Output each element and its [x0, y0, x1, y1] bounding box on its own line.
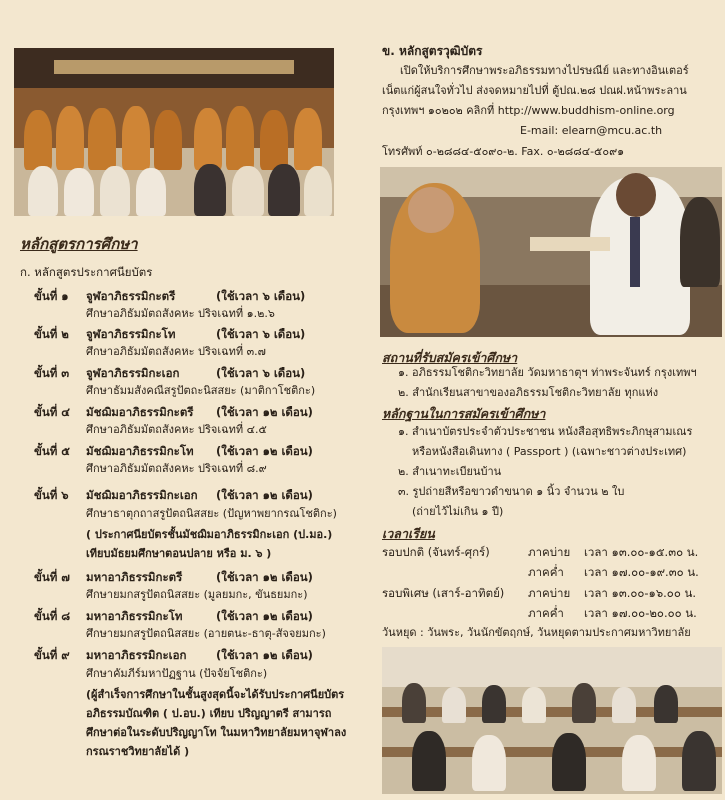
stage-9-note-line-2: อภิธรรมบัณฑิต ( ป.อบ.) เทียบ ปริญญาตรี สามารถ	[86, 707, 332, 720]
stage-7: ขั้นที่ ๗ มหาอาภิธรรมิกะตรี (ใช้เวลา ๑๒ เดือน)	[34, 570, 313, 584]
stage-9-subject: ศึกษาคัมภีร์มหาปัฏฐาน (ปัจจัยโชติกะ)	[86, 667, 268, 680]
curriculum-title: หลักสูตรการศึกษา	[20, 235, 138, 253]
schedule-row-1-period: ภาคบ่าย	[528, 545, 571, 559]
schedule-row-1-time: เวลา ๑๓.๐๐-๑๕.๓๐ น.	[584, 545, 699, 559]
stage-1: ขั้นที่ ๑ จูฬอาภิธรรมิกะตรี (ใช้เวลา ๖ เดือน)	[34, 289, 306, 303]
classroom-photo	[382, 647, 722, 794]
stage-9: ขั้นที่ ๙ มหาอาภิธรรมิกะเอก (ใช้เวลา ๑๒ เดือน)	[34, 648, 313, 662]
schedule-row-3-round: รอบพิเศษ (เสาร์-อาทิตย์)	[382, 586, 505, 600]
diploma-line-3: กรุงเทพฯ ๑๐๒๐๒ คลิกที่ http://www.buddhism-online.org	[382, 104, 675, 117]
stage-3: ขั้นที่ ๓ จูฬอาภิธรรมิกะเอก (ใช้เวลา ๖ เดือน)	[34, 366, 306, 380]
stage-8: ขั้นที่ ๘ มหาอาภิธรรมิกะโท (ใช้เวลา ๑๒ เดือน)	[34, 609, 313, 623]
stage-2-subject: ศึกษาอภิธัมมัตถสังคหะ ปริจเฉทที่ ๓.๗	[86, 345, 266, 358]
document-2: ๒. สำเนาทะเบียนบ้าน	[398, 465, 502, 478]
schedule-row-3-time: เวลา ๑๓.๐๐-๑๖.๐๐ น.	[584, 586, 697, 600]
schedule-row-2-period: ภาคค่ำ	[528, 565, 564, 579]
stage-2: ขั้นที่ ๒ จูฬอาภิธรรมิกะโท (ใช้เวลา ๖ เดือน)	[34, 327, 306, 341]
study-time-title: เวลาเรียน	[382, 526, 435, 541]
stage-3-subject: ศึกษาธัมมสังคณีสรูปัตถะนิสสยะ (มาติกาโชติกะ)	[86, 384, 316, 397]
certificate-subtitle: ก. หลักสูตรประกาศนียบัตร	[20, 265, 153, 279]
diploma-phone: โทรศัพท์ ๐-๒๘๘๔-๕๐๙๐-๒. Fax. ๐-๒๘๘๔-๕๐๙๑	[382, 145, 625, 158]
ceremony-photo	[380, 167, 722, 337]
stage-5-subject: ศึกษาอภิธัมมัตถสังคหะ ปริจเฉทที่ ๘.๙	[86, 462, 267, 475]
stage-7-subject: ศึกษายมกสรูปัตถนิสสยะ (มูลยมกะ, ขันธยมกะ)	[86, 588, 308, 601]
schedule-row-1-round: รอบปกติ (จันทร์-ศุกร์)	[382, 545, 490, 559]
stage-6-note-line-1: ( ประกาศนียบัตรชั้นมัชฌิมอาภิธรรมิกะเอก (ป.มอ.)	[86, 528, 333, 541]
schedule-row-2-time: เวลา ๑๗.๐๐-๑๙.๓๐ น.	[584, 565, 699, 579]
stage-9-note-line-3: ศึกษาต่อในระดับปริญญาโท ในมหาวิทยาลัยมหาจุฬาลง	[86, 726, 347, 739]
schedule-row-4-time: เวลา ๑๗.๐๐-๒๐.๐๐ น.	[584, 606, 697, 620]
schedule-row-4-period: ภาคค่ำ	[528, 606, 564, 620]
apply-location-title: สถานที่รับสมัครเข้าศึกษา	[382, 350, 518, 365]
right-column	[368, 0, 725, 800]
group-photo	[14, 48, 334, 216]
document-1: ๑. สำเนาบัตรประจำตัวประชาชน หนังสือสุทธิพระภิกษุสามเณร	[398, 425, 693, 438]
holiday-text: วันหยุด : วันพระ, วันนักขัตฤกษ์, วันหยุดตามประกาศมหาวิทยาลัย	[382, 626, 691, 639]
schedule-row-3-period: ภาคบ่าย	[528, 586, 571, 600]
stage-9-note-line-4: กรณราชวิทยาลัยได้ )	[86, 745, 190, 758]
document-1-cont: หรือหนังสือเดินทาง ( Passport ) (เฉพาะชาวต่างประเทศ)	[412, 445, 687, 458]
stage-5: ขั้นที่ ๕ มัชฌิมอาภิธรรมิกะโท (ใช้เวลา ๑๒ เดือน)	[34, 444, 313, 458]
stage-9-note-line-1: (ผู้สำเร็จการศึกษาในชั้นสูงสุดนี้จะได้รับประกาศนียบัตร	[86, 688, 345, 701]
diploma-email: E-mail: elearn@mcu.ac.th	[520, 124, 663, 137]
stage-6-subject: ศึกษาธาตุกถาสรูปัตถนิสสยะ (ปัญหาพยากรณโชติกะ)	[86, 507, 337, 520]
apply-location-2: ๒. สำนักเรียนสาขาของอภิธรรมโชติกะวิทยาลัย ทุกแห่ง	[398, 386, 659, 399]
stage-4-subject: ศึกษาอภิธัมมัตถสังคหะ ปริจเฉทที่ ๔.๕	[86, 423, 267, 436]
document-3: ๓. รูปถ่ายสีหรือขาวดำขนาด ๑ นิ้ว จำนวน ๒ ใบ	[398, 485, 625, 498]
diploma-subtitle: ข. หลักสูตรวุฒิบัตร	[382, 44, 483, 58]
stage-8-subject: ศึกษายมกสรูปัตถนิสสยะ (อายตนะ-ธาตุ-สัจจยมกะ)	[86, 627, 326, 640]
stage-4: ขั้นที่ ๔ มัชฌิมอาภิธรรมิกะตรี (ใช้เวลา ๑๒ เดือน)	[34, 405, 313, 419]
documents-title: หลักฐานในการสมัครเข้าศึกษา	[382, 406, 546, 421]
diploma-line-2: เน็ตแก่ผู้สนใจทั่วไป ส่งจดหมายไปที่ ตู้ปณ.๒๘ ปณฝ.หน้าพระลาน	[382, 84, 687, 97]
diploma-line-1: เปิดให้บริการศึกษาพระอภิธรรมทางไปรษณีย์ และทางอินเตอร์	[400, 64, 689, 77]
apply-location-1: ๑. อภิธรรมโชติกะวิทยาลัย วัดมหาธาตุฯ ท่าพระจันทร์ กรุงเทพฯ	[398, 366, 697, 379]
stage-6: ขั้นที่ ๖ มัชฌิมอาภิธรรมิกะเอก (ใช้เวลา ๑๒ เดือน)	[34, 488, 313, 502]
stage-1-subject: ศึกษาอภิธัมมัตถสังคหะ ปริจเฉทที่ ๑.๒.๖	[86, 307, 275, 320]
document-3-cont: (ถ่ายไว้ไม่เกิน ๑ ปี)	[412, 505, 504, 518]
stage-6-note-line-2: เทียบมัธยมศึกษาตอนปลาย หรือ ม. ๖ )	[86, 547, 272, 560]
